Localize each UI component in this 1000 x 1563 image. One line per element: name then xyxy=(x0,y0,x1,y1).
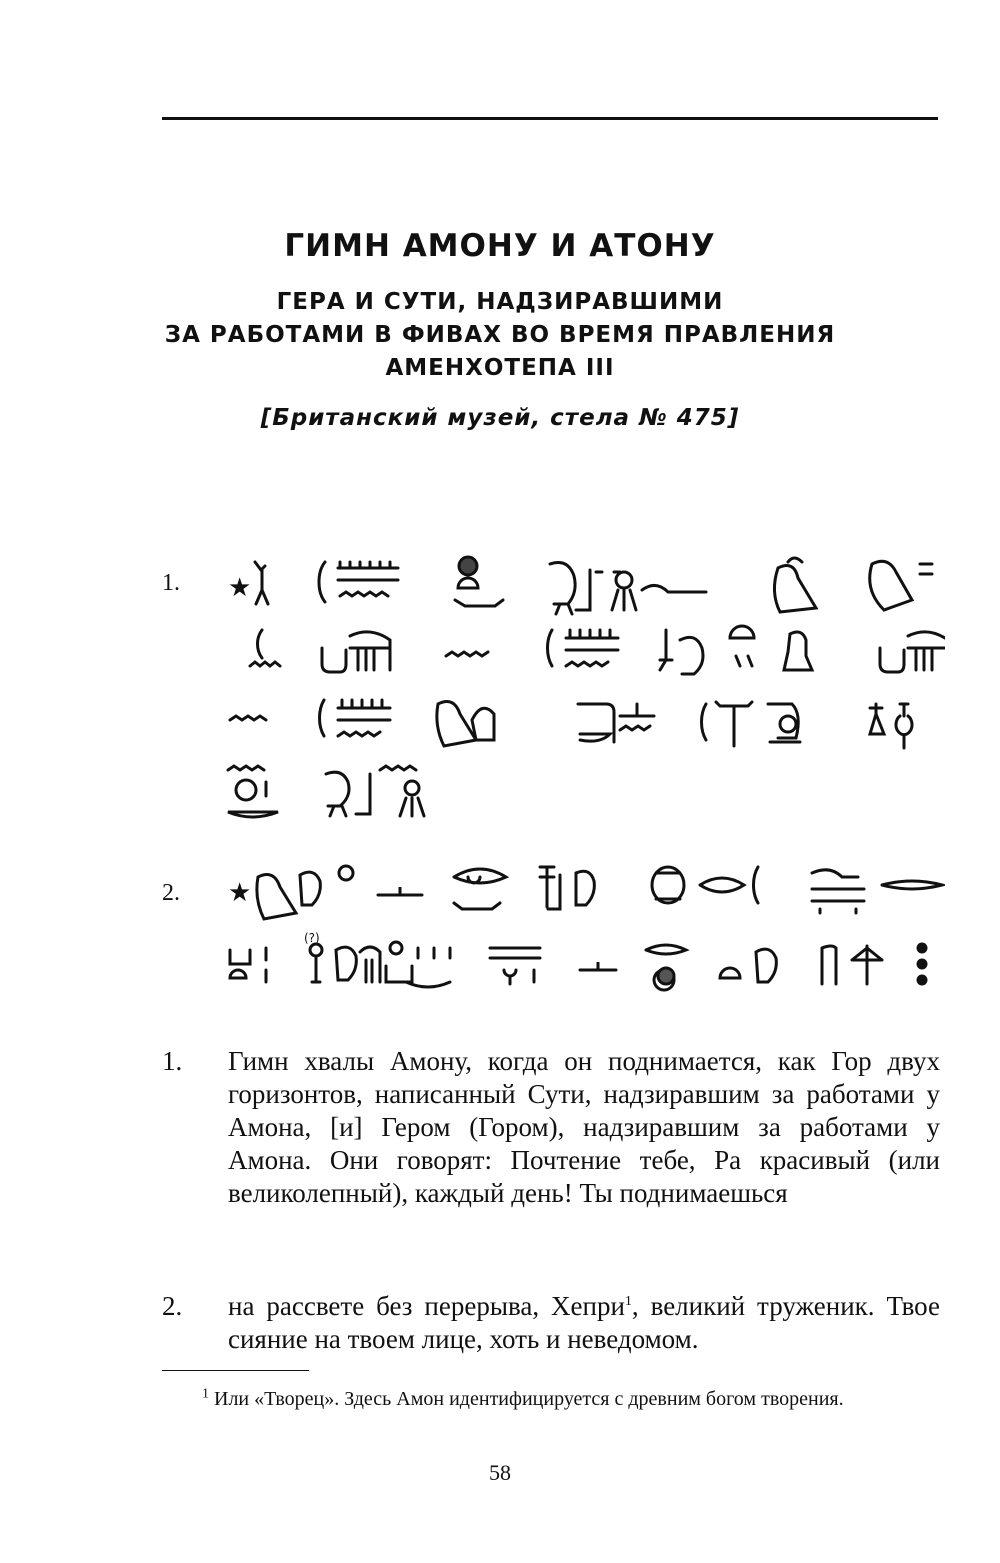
hieroglyph-number-1: 1. xyxy=(162,570,180,596)
subtitle-line: ГЕРА И СУТИ, НАДЗИРАВШИМИ xyxy=(276,289,724,315)
svg-text:★: ★ xyxy=(228,878,252,908)
page-title: ГИМН АМОНУ И АТОНУ xyxy=(284,228,716,264)
paragraph-text xyxy=(228,1290,940,1356)
subtitle xyxy=(0,286,1000,385)
hieroglyph-number-2: 2. xyxy=(162,880,180,906)
page-number: 58 xyxy=(489,1460,511,1485)
paragraph-text-part: на рассвете без перерыва, Хепри xyxy=(228,1291,625,1321)
subtitle-line: АМЕНХОТЕПА III xyxy=(385,355,615,381)
paragraph-number: 1. xyxy=(162,1046,183,1076)
hieroglyph-block-1-icon xyxy=(200,550,945,830)
footnote-text: Или «Творец». Здесь Амон идентифицируется с древним богом творения. xyxy=(214,1388,844,1410)
subtitle-line: ЗА РАБОТАМИ В ФИВАХ ВО ВРЕМЯ ПРАВЛЕНИЯ xyxy=(164,322,836,348)
svg-text:(?): (?) xyxy=(304,931,320,945)
source-citation: [Британский музей, стела № 475] xyxy=(260,405,740,431)
svg-text:★: ★ xyxy=(228,573,252,603)
top-rule xyxy=(162,117,938,120)
footnote-reference[interactable]: 1 xyxy=(624,1294,632,1309)
hieroglyph-block-2-icon xyxy=(200,855,945,1005)
footnote xyxy=(162,1386,938,1412)
paragraph-2 xyxy=(162,1290,940,1356)
footnote-mark: 1 xyxy=(202,1386,209,1402)
footnote-rule xyxy=(162,1370,309,1371)
paragraph-text: Гимн хвалы Амону, когда он поднимается, как Гор двух горизонтов, написанный Сути, надзиравшим за работами у Амона, [и] Гером (Гором), надзиравшим за работами у Амона. Они говорят: Почтение тебе, Ра красивый (или великолепный), каждый день! Ты поднимаешься xyxy=(228,1046,940,1208)
paragraph-number: 2. xyxy=(162,1291,183,1321)
paragraph-1 xyxy=(162,1045,940,1210)
paragraph-text-part: , великий труженик. Твое сияние на твоем лице, хоть и неведомом. xyxy=(228,1291,940,1354)
